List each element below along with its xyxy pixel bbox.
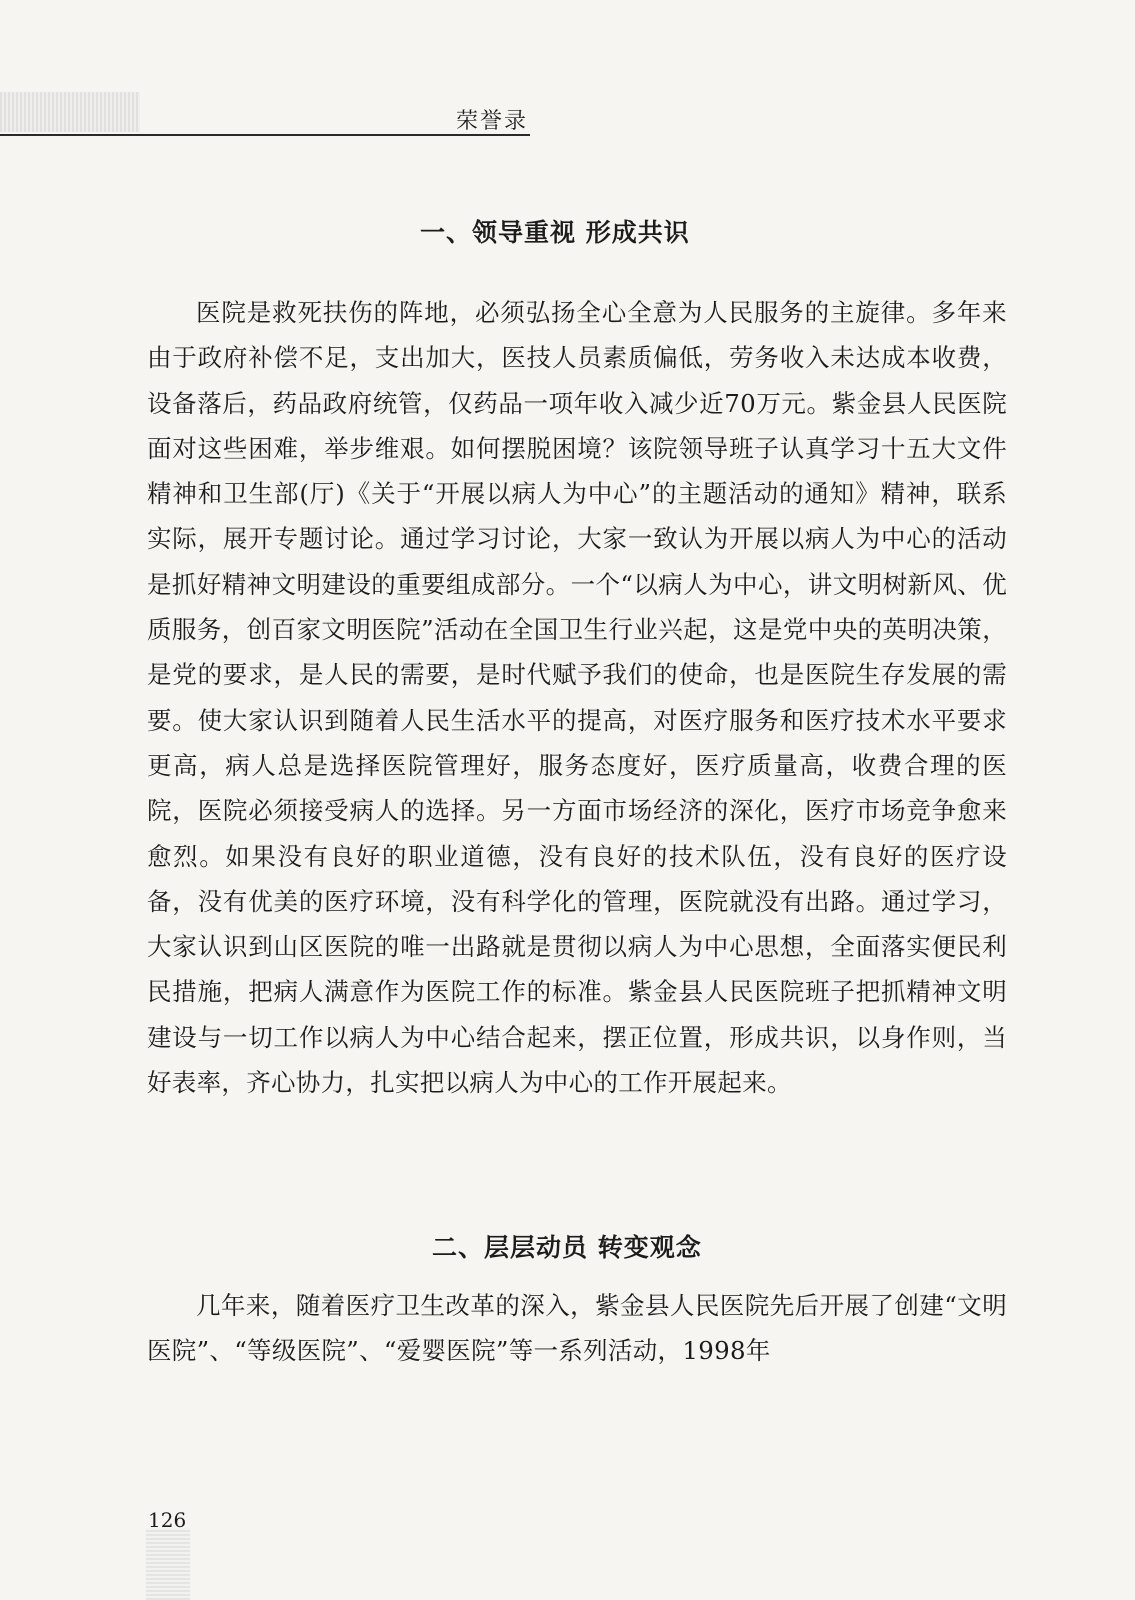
running-header-title: 荣誉录 xyxy=(456,109,529,134)
section-heading-1: 一、领导重视 形成共识 xyxy=(420,218,690,247)
section-heading-2: 二、层层动员 转变观念 xyxy=(432,1233,702,1262)
header-rule xyxy=(0,134,530,136)
page-number: 126 xyxy=(148,1508,187,1532)
scan-artifact-bottom xyxy=(146,1528,190,1600)
section-2-paragraph: 几年来，随着医疗卫生改革的深入，紫金县人民医院先后开展了创建“文明医院”、“等级医院”、“爱婴医院”等一系列活动，1998年 xyxy=(147,1291,1007,1366)
scan-artifact-top xyxy=(0,92,140,132)
section-1-paragraph: 医院是救死扶伤的阵地，必须弘扬全心全意为人民服务的主旋律。多年来由于政府补偿不足，支出加大，医技人员素质偏低，劳务收入未达成本收费，设备落后，药品政府统管，仅药品一项年收入减少近70万元。紫金县人民医院面对这些困难，举步维艰。如何摆脱困境？该院领导班子认真学习十五大文件精神和卫生部(厅)《关于“开展以病人为中心”的主题活动的通知》精神，联系实际，展开专题讨论。通过学习讨论，大家一致认为开展以病人为中心的活动是抓好精神文明建设的重要组成部分。一个“以病人为中心，讲文明树新风、优质服务，创百家文明医院”活动在全国卫生行业兴起，这是党中央的英明决策，是党的要求，是人民的需要，是时代赋予我们的使命，也是医院生存发展的需要。使大家认识到随着人民生活水平的提高，对医疗服务和医疗技术水平要求更高，病人总是选择医院管理好，服务态度好，医疗质量高，收费合理的医院，医院必须接受病人的选择。另一方面市场经济的深化，医疗市场竞争愈来愈烈。如果没有良好的职业道德，没有良好的技术队伍，没有良好的医疗设备，没有优美的医疗环境，没有科学化的管理，医院就没有出路。通过学习，大家认识到山区医院的唯一出路就是贯彻以病人为中心思想，全面落实便民利民措施，把病人满意作为医院工作的标准。紫金县人民医院班子把抓精神文明建设与一切工作以病人为中心结合起来，摆正位置，形成共识，以身作则，当好表率，齐心协力，扎实把以病人为中心的工作开展起来。 xyxy=(147,298,1007,1098)
